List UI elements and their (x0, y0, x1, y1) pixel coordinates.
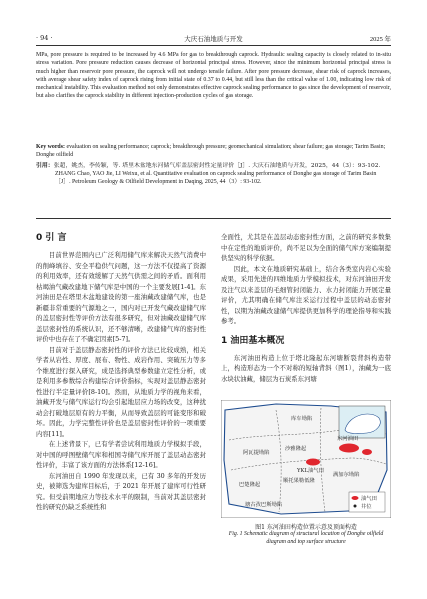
figure-1 (221, 400, 391, 518)
intro-paragraph-2: 目前对于盖层静态密封性的评价方法已比较成熟，相关学者从岩性、厚度、展布、物性、成岩作用、突破压力等多个维度进行探入研究，成是选择典型参数建立定性分析，或是利用多参数综合构建综合评价指标，实现对盖层静态密封性进行半定量评价[8-10]。然而，从地质力学的视角来看，油藏开发与储气库运行均会引起地层应力场的改变，这种扰动会打破地层原有的力平衡，从而导致盖层的可能变形和破坏。因此，力学完整性评价也是盖层密封性评价的一项重要内容[11]。 (36, 345, 206, 438)
keywords (36, 143, 391, 160)
citation-label: 引用： (36, 162, 54, 169)
label-awati: 阿瓦提坳陷 (243, 450, 270, 456)
right-column (221, 232, 391, 384)
label-manjiaer: 满加尔坳陷 (333, 472, 360, 478)
section-title-overview: 1 油田基本概况 (221, 335, 285, 346)
citation (36, 162, 391, 187)
journal-title: 大庆石油地质与开发 (184, 35, 243, 43)
intro-paragraph-3: 在上述背景下，已有学者尝试利用地质力学模拟手段，对中国的呼图壁储气库和相国寺储气库开展了盖层动态密封性评价，丰富了该方面的方法体系[12-16]。 (36, 440, 206, 469)
intro-continued: 全面性，尤其是在盖层动态密封性方面，之前的研究多数集中在定性的地质评价，尚不足以为全面的储气库方案编制提供坚实的科学依据。 (221, 233, 391, 262)
abstract-text: MPa, pore pressure is required to be increased by 4.6 MPa for gas to breakthrough caprock. Hydraulic sealing capacity is closely related to in-situ stress variation. Pore pressure reduction causes decrease of horizontal principal stress. However, since the minimum horizontal principal stress is much higher than reservoir pore pressure, the caprock will not undergo tensile failure. After pore pressure decrease, shear risk of caprock increases, with average shear safety index of caprock rising from initial state of 0.37 to 0.44, but still less than the critical value of 1.00, indicating low risk of mechanical instability. This evaluation method not only demonstrates effective caprock sealing performance to gas since the development of reservoir, but also clarifies the caprock stability in different injection-production cycles of gas storage. (36, 52, 391, 100)
citation-rule (36, 218, 391, 219)
figure-caption-zh: 图1 东河油田构造位置示意及顶面构造 (255, 524, 357, 531)
label-shuntuo: 顺托果勒低隆 (283, 478, 315, 484)
label-bachu: 巴楚隆起 (239, 482, 261, 488)
intro-paragraph-1: 目前世界范围内已广泛利用储气库来解决天然气消费中的削峰填谷、安全平稳供气问题，这一方法不仅提高了资源的利用效率，还有效缓解了天然气供需之间的矛盾。面利用枯竭油气藏改建地下储气库是中国的一个主要发展[1-4]。东河油田是在塔里木盆地建设的第一座油藏改建储气库，也是新疆非常重要的气源地之一，国内对已开发气藏改建储气库的盖层密封性等评价方法有很多研究，但对油藏改建储气库盖层密封性的系统认识，还不够清晰，改建储气库的密封性评价中也存在了不确定因素[5-7]。 (36, 251, 206, 343)
citation-en: ZHANG Chao, YAO Jie, LI Weixu, et al. Quantitative evaluation on caprock sealing performance of Donghe gas storage of Tarim Basin［J］. Petroleum Geology & Oilfield Development in Daqing, 2025, 44（3）: 93-102. (55, 171, 377, 186)
section-title-intro: 0 引 言 (36, 233, 67, 243)
oil-field-east (362, 449, 372, 455)
oil-field-ykl (306, 459, 320, 466)
legend-well-label: 井位 (361, 504, 372, 510)
structural-map (221, 400, 391, 518)
citation-zh: 张超，姚杰，李传颖，等. 塔里木盆地东河储气库盖层密封性定量评价［J］. 大庆石油地质与开发，2025，44（3）：93-102. (53, 163, 381, 169)
legend-well-swatch (354, 505, 357, 508)
label-kuqa: 库车坳陷 (291, 416, 313, 422)
label-shaya: 沙雅隆起 (285, 446, 307, 452)
oil-field-donghe (339, 444, 359, 453)
keywords-text: evaluation on sealing performance; caprock; breakthrough pressure; geomechanical simulation; shear failure; gas storage; Tarim Basin; Donghe oilfield (36, 144, 386, 159)
keywords-label: Key words: (36, 144, 65, 150)
left-column (36, 232, 206, 513)
figure-caption-en: Fig. 1 Schematic diagram of structural location of Donghe oilfield diagram and top surface structure (228, 531, 384, 545)
label-ykl: YKL油气田 (297, 468, 324, 474)
label-tanggu: 塘古孜巴斯坳陷 (245, 502, 283, 508)
label-donghe: 东河油田 (337, 436, 359, 442)
legend-oilfield-label: 油气田 (361, 496, 377, 502)
year-label: 2025 年 (369, 36, 391, 43)
abstract (36, 51, 391, 101)
intro-paragraph-4: 东河油田自 1990 年发现以来，已有 30 多年的开发历史，被筛选为建库目标后，于 2021 年开展了建库可行性研究。但受前期地应力等技术水平的限制，当前对其盖层密封性的研究仍缺乏系统性和 (36, 471, 206, 511)
header-rule (36, 45, 391, 46)
page-number: · 94 · (36, 34, 53, 42)
legend-oilfield-swatch (352, 496, 359, 500)
overview-paragraph: 东河油田构造上位于塔北隆起东河塘断裂背斜构造带上，构造形态为一个不对称的短轴背斜（图1），油藏为一底水块状油藏，储层为石炭系东河塘 (221, 353, 391, 383)
intro-paragraph-5: 因此，本文在地质研究基础上，结合各类室内岩心实验成果，采用先进的四维地质力学模拟技术，对东河油田开发及注气以来盖层的毛细管封闭能力、水力封闭能力开展定量评价，尤其明确在储气库注采运行过程中盖层的动态密封性，以期为油藏改建储气库提供更加科学的理论指导和实践参考。 (221, 264, 391, 325)
